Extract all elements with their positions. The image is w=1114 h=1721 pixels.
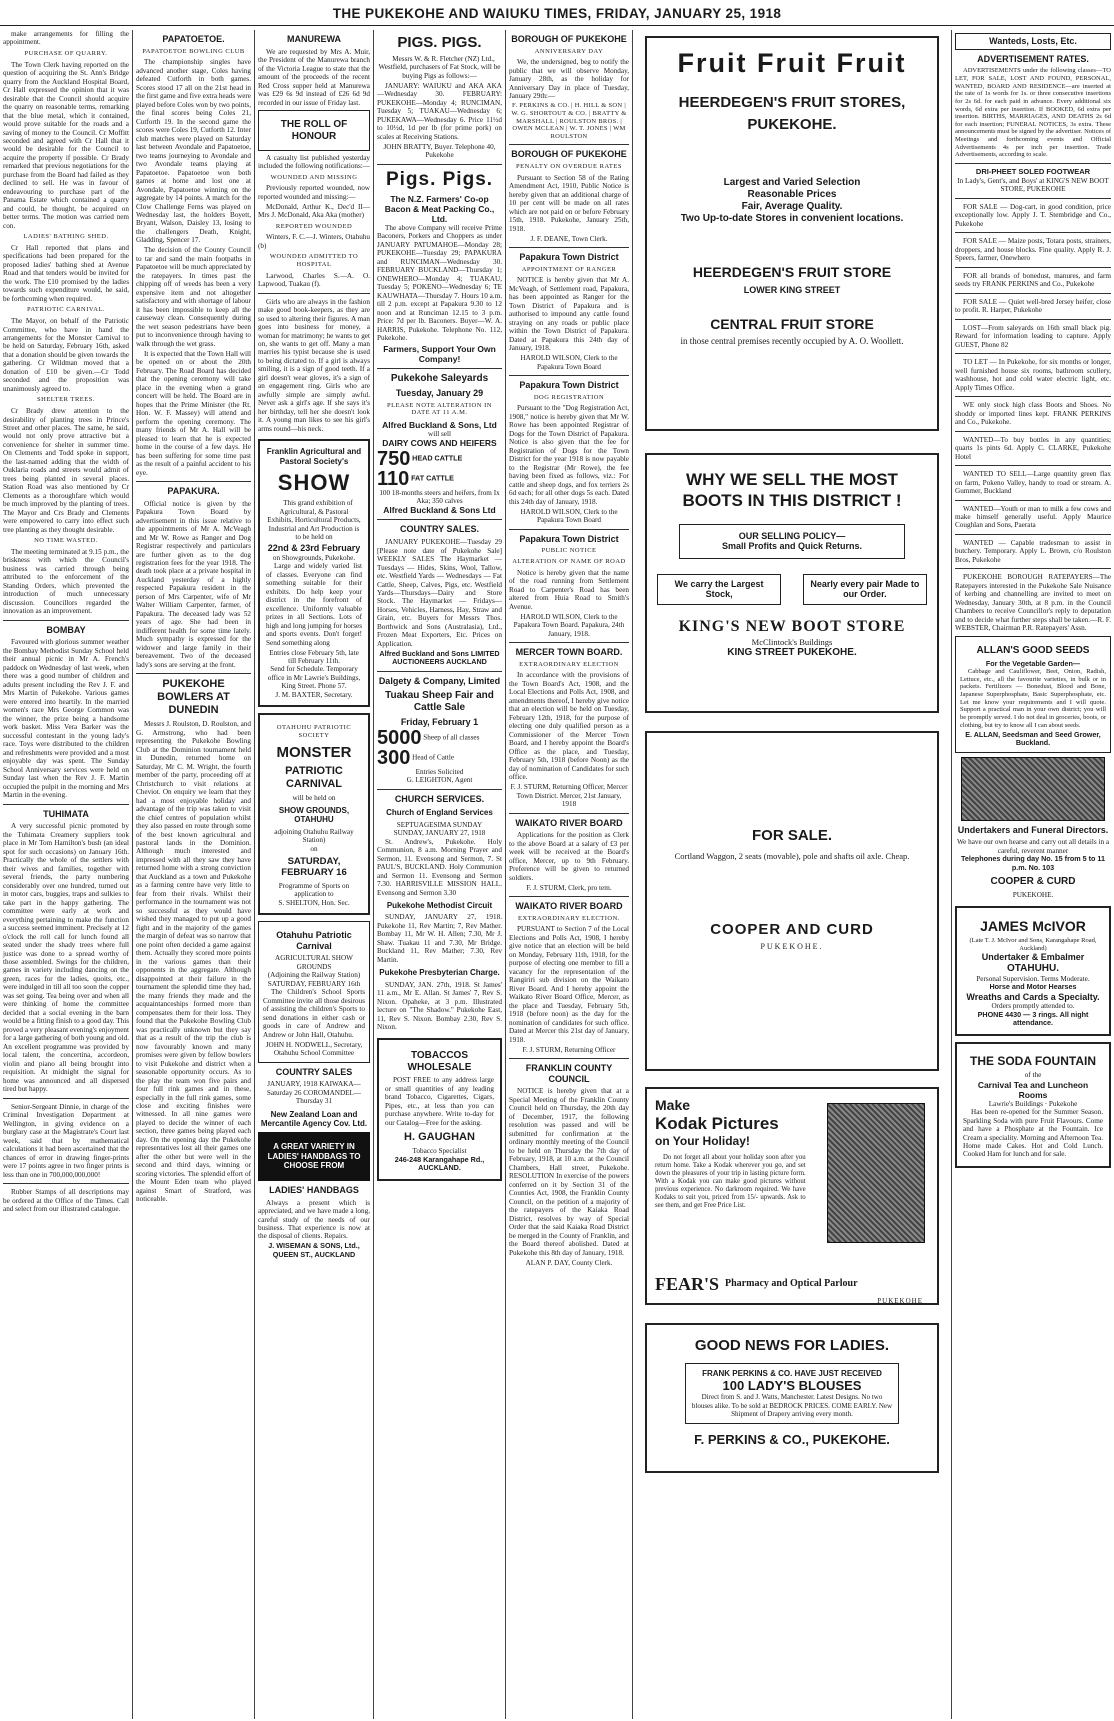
kodak-footer (655, 1274, 929, 1295)
for-sale-body: Cortland Waggon, 2 seats (movable), pole and shafts oil axle. Cheap. (674, 850, 910, 861)
dog-body: Pursuant to the "Dog Registration Act, 1908," notice is hereby given that Mr W. Rowe has been appointed Registrar of Dogs for the Town District of Papakura. Notice is also given that the fee for Registration of Dogs for the Town District for the year 1918 is now payable to the Registrar (Mr Rowe), the fee having been fixed as follows, viz.: For cattle and sheep dogs, and fox terriers 2s 6d each; for all other dogs 5s each. Dated this 24th day of January, 1918. (509, 404, 629, 506)
ladies-body: Direct from S. and J. Watts, Manchester. Latest Designs. No two blouses alike. To be sold at BEDROCK PRICES. COME EARLY. New Shipment of Drapery arriving every month. (691, 1393, 893, 1418)
column-2 (133, 30, 255, 1719)
road-heading: Papakura Town District (519, 533, 619, 544)
methodist-body: SUNDAY, JANUARY 27, 1918. Pukekohe 11, Rev Martin; 7, Rev Mather. Bombay 11, Mr W. H. Allen; 7.30, Mr J. Shaw. Tuakau 11 and 7.30, Mr Bridge. Buckland 11, Rev Mather; 7.30, Rev Martin. (377, 913, 502, 964)
masthead-title: THE PUKEKOHE AND WAIUKU TIMES, FRIDAY, JANUARY 25, 1918 (332, 6, 782, 21)
pigs2-body: The above Company will receive Prime Baconers, Porkers and Choppers as under JANUARY PATUMAHOE—Monday 28; PUKEKOHE—Tuesday 29; PAPAKURA and RUNCIMAN—Wednesday 30. FEBRUARY BUCKLAND—Thursday 1; ONEWHERO—Monday 4; TUAKAU, Tuesday 5; POKENO—Wednesday 6; TE KAUWHATA—Thursday 7. Hours 10 a.m. till 2 p.m. except at Papakura 9.30 to 12 noon and at Runciman 12.15 to 3 p.m. Price: 7d per lb. Baconers. Buyer—W. A. HARRIS, Pukekohe. Telephone No. 112, Pukekohe. (377, 223, 502, 343)
kodak-make: Make (655, 1097, 691, 1113)
waikato2-signature: F. J. STURM, Returning Officer (522, 1045, 616, 1054)
for-sale-advert (645, 731, 939, 1071)
classified-8: WANTED—To buy bottles in any quantities; quarts 1s pints 6d. Apply C. CLARKE, Pukekohe Hotel (955, 435, 1111, 461)
article-dunedin: Messrs J. Roulston, D. Roulston, and G. Armstrong, who had been representing the Pukekohe Bowling Club at the Dominion tournament held in Dunedin, returned home on Saturday, Mr C. M. Wright, the fourth member of the party, proceeding off at Christchurch to visit relations at Cheviot. On enquiry we learn that they had a most enjoyable holiday and advantage of the trip was taken to visit the chief centres of population whilst they also passed en route through some of the best known agricultural and pastoral lands in the Dominion. Although much interested and impressed with all they saw they have returned home with a strong conviction that Auckland as a town and Pukekohe as a farming centre have very little to fear from their rivals. Whilst their performance in the tournament was not so successful as they would have wished they managed to put up a good fight and in the majority of the games the margin of defeat was so narrow that one point often decided a game against them. Actually they scored more points in the various games than their opponents in the aggregate. Although disappointed at their failure in the tournament the splendid time they had, the many friends they made and the acquaintanceships formed more than compensates them for their loss. They found that the Pukekohe Bowling Club was practically unknown but they say that as a result of the trip the club is now favourably known and many promises were given by fellow bowlers to visit Pukekohe and district when a seasonable opportunity occurs. As to the play the team won five pairs and four full rink games and in these, especially in the full rink games, some close and exciting finishes were witnessed. In all nine games were played to decide the winner of each section, three games being played each day. On the opening day the Pukekohe representatives lost all their games one after the other but were well in the second and third days, winning or scoring victories. The splendid effort of the Mount Eden team who played against Smart of Stratford, was noticeable. (136, 720, 251, 1204)
pigs-heading: PIGS. PIGS. (397, 34, 482, 51)
saleyards-heading: Pukekohe Saleyards (390, 373, 489, 385)
article-footpaths: The decision of the County Council to tar and sand the main footpaths in Papatoetoe will be much appreciated by the ratepayers. In times past the chipping off of weeds has been a very expensive item and not altogether satisfactory and with shortage of labour it has been impossible to keep all the causeway clean. Consequently during the wet season pedestrians have been put to inconvenience through having to walk through the wet grass. (136, 246, 251, 348)
church-heading: CHURCH SERVICES. (394, 793, 485, 804)
pigs-dates: JANUARY: WAIUKU and AKA AKA—Wednesday 30. FEBRUARY: PUKEKOHE—Monday 4; RUNCIMAN, Tuesday 5; TUAKAU—Wednesday 6; PUKEKAWA—Wednesday 6. Price 11½d to 10½d, 1d per lb (for prime pork) on scales at Receiving Stations. (377, 81, 502, 141)
roll-name-2: Winters, F. C.—J. Winters, Otahuhu (b) (258, 233, 370, 250)
ladies-heading: GOOD NEWS FOR LADIES. (694, 1337, 890, 1354)
heading-manurewa: MANUREWA (287, 34, 341, 44)
article-patriotic: The Mayor, on behalf of the Patriotic Committee, who have in hand the arrangements for the Monster Carnival to be held on Saturday, February 16th, asked that a donation should be given towards the gathering. Cr Wildman moved that a donation of £10 be given.—Cr Todd seconded and the proposition was unanimously agreed to. (3, 317, 129, 393)
dalgety-heading: Dalgety & Company, Limited (378, 675, 501, 686)
carnival-title: PATRIOTIC CARNIVAL (285, 765, 343, 791)
fruit-town: PUKEKOHE. (747, 115, 837, 133)
mcivor-heading: JAMES McIVOR (980, 917, 1086, 934)
fruit-line-2: Reasonable Prices (747, 189, 837, 201)
fruit-line-1: Largest and Varied Selection (723, 177, 861, 189)
seeds-body: Cabbage and Cauliflower, Beet, Onion, Radish, Lettuce, etc., all the favourite varieties, in bulk or in packets. Fertilizers — Bonedust, Blood and Bone, Japanese Superphosphate, Basic Superphosphate, etc. Let me know your requirements and I will quote. Support a practical man in your own district; you will be promptly served. I do not deal in groceries, boots, or clothing, but try to know all I can about seeds. (960, 668, 1106, 729)
subhead-quarry: PURCHASE OF QUARRY. (24, 49, 108, 57)
carnival2-signature: JOHN H. NODWELL, Secretary, Otahuhu School Committee (265, 1040, 363, 1058)
carnival-on: on (310, 844, 318, 853)
soda-advert (955, 1042, 1111, 1169)
kodak-advert (645, 1087, 939, 1305)
boots-right-box (803, 574, 927, 605)
saleyards-line-1 (377, 449, 502, 469)
carnival-grounds: SHOW GROUNDS, OTAHUHU (278, 805, 350, 825)
show-schedule: Send for Schedule. Temporary office in Mr Lawrie's Buildings, King Street. Phone 57. (267, 665, 361, 691)
article-bowling: The championship singles have advanced another stage, Coles having defeated Cutforth in both games. Scores stood 17 all on the 21st head in the first game and five extra heads were played before Coles won by two points, the final scores being Coles 21, Cutforth 19. In the second game the scores were Coles 19, Cutforth 12. Inter club matches were played on Saturday last between Avondale and Papatoetoe, two teams journeying to Avondale and two Avondale teams playing at Papatoetoe. Papatoetoe won both games at home and lost one at Avondale, Papatoetoe winning on the aggregate by 14 points. A match for the Clow Challenge Ferns was played on Wednesday last, the holders Boyett, Bryant, Walson, Daisley 13, losing to the challengers Death, Knight, Gladding, Spencer 17. (136, 58, 251, 245)
franklin-signature: ALAN P. DAY, County Clerk. (525, 1258, 613, 1267)
country-sales-body: JANUARY, 1918 KAIWAKA—Saturday 26 COROMANDEL—Thursday 31 (266, 1080, 362, 1106)
kodak-holiday: on Your Holiday! (655, 1133, 750, 1148)
wanteds-title: Wanteds, Losts, Etc. (989, 36, 1077, 46)
ladies-advert (645, 1323, 939, 1473)
article-shelter: Cr Brady drew attention to the desirability of planting trees in Prince's Street and other places. The same, he said, would not only prove attractive but a convenience for shelter in summer time. On Clements and Todd spoke in support, the last-named adding that the width of Ouklaria roads and streets would admit of trees being planted in several places. Station Road was also mentioned by Cr Clements as a thoroughfare which would be much improved by the planting of trees. The Mayor and Crs Brady and Clements were empowered to carry into effect such tree planting as they thought desirable. (3, 407, 129, 534)
undertakers-body: We have our own hearse and carry out all details in a careful, reverent manner (956, 838, 1110, 855)
seeds-sub: For the Vegetable Garden— (985, 658, 1081, 668)
seeds-advert (955, 636, 1111, 753)
dalgety-count-2: 300 (377, 746, 411, 769)
article-town-hall: It is expected that the Town Hall will be opened on or about the 20th February. The Road Board has decided that the opening ceremony will take place in the evening when a grand concert will be held. The Board are in hopes that the Prime Minister (the Rt. Hon. W. F. Massey) will attend and perform the opening ceremony. The many friends of Mr A. Hall will be pleased to learn that he is expected home in the course of a few days. He has been suffering for some time past as the result of a painful accident to his eye. (136, 349, 251, 477)
kodak-title: Kodak Pictures (655, 1113, 779, 1133)
fruit-line-4: Two Up-to-date Stores in convenient locations. (680, 212, 904, 224)
classified-2: FOR SALE — Maize posts, Totara posts, strainers, droppers, and house blocks. Fine quality. Apply R. J. Speers, farmer, Onewhero (955, 237, 1111, 263)
mcivor-phone: PHONE 4430 — 3 rings. All night attendance. (977, 1009, 1089, 1028)
farmers-tagline: Farmers, Support Your Own Company! (383, 344, 496, 365)
mcivor-town: OTAHUHU. (1006, 963, 1060, 975)
carnival-programme: Programme of Sports on application to (278, 881, 350, 899)
nz-loan-heading: New Zealand Loan and Mercantile Agency Cov. Ltd. (260, 1109, 368, 1129)
heading-papakura: PAPAKURA. (167, 486, 220, 496)
mcivor-sub: (Late T. J. McIvor and Sons, Karangahape Road, Auckland) (969, 937, 1097, 952)
ranger-heading: Papakura Town District (519, 252, 619, 263)
presbyterian-heading: Pukekohe Presbyterian Charge. (379, 968, 500, 978)
tobacco-firm: H. GAUGHAN (404, 1131, 475, 1144)
road-signature: HAROLD WILSON, Clerk to the Papakura Town Board. Papakura, 24th January, 1918. (513, 612, 625, 638)
ratepayers-notice: PUKEKOHE BOROUGH RATEPAYERS—The Ratepayers interested in the Pukekohe Sale Nuisance of kerbing and channelling are invited to meet on Wednesday, January 30th, at 8 p.m. in the Council Chambers to receive Councillor's reply to deputation and to decide what further steps shall be taken.—R. F. WEBSTER, Chairman P.R. Ratepayers' Assn. (955, 573, 1111, 633)
carnival-adjoining: adjoining Otahuhu Railway Station) (274, 827, 354, 845)
classified-6: TO LET — In Pukekohe, for six months or longer, well furnished house six rooms, bathroom scullery, washhouse, hot and cold water electric light, etc. Apply Times Office. (955, 358, 1111, 392)
tobacco-body: POST FREE to any address large or small quantities of any leading brand Tobacco, Cigarettes, Cigars, Pipes, etc., at less than you can purchase anywhere. Write to-day for our Catalog—Free for the asking. (385, 1076, 494, 1127)
mercer-sub: EXTRAORDINARY ELECTION (519, 660, 619, 668)
handbags-heading: LADIES' HANDBAGS (269, 1184, 359, 1195)
boots-heading: WHY WE SELL THE MOST BOOTS IN THIS DISTRICT ! (682, 470, 902, 511)
dog-sub: DOG REGISTRATION (533, 393, 605, 401)
pigs2-firm: The N.Z. Farmers' Co-op Bacon & Meat Packing Co., Ltd. (384, 193, 495, 224)
handbags-banner: A GREAT VARIETY IN LADIES' HANDBAGS TO CHOOSE FROM (267, 1142, 361, 1171)
tobacco-advert (377, 1038, 502, 1181)
subhead-baths: LADIES' BATHING SHED. (23, 233, 109, 241)
carnival2-heading: Otahuhu Patriotic Carnival (276, 930, 352, 951)
article-papakura: Official notice is given by the Papakura Town Board by advertisement in this issue relative to the appointments of Mr A. McVeagh and Mr W. Rowe as Ranger and Dog Registrar respectively and particulars are further given as to the dog registration fees for the year 1918. The death took place at a private hospital in Auckland yesterday of a highly respected Papakura resident in the person of Mrs Carpenter, wife of Mr Walter William Carpenter, farmer, of Papakura. The deceased lady was 52 years of age. She had been in indifferent health for some time lately. Much sympathy is expressed for the widower and large family in their bereavement. Two of the deceased lady's sons are serving at the front. (136, 499, 251, 669)
ranger-body: NOTICE is hereby given that Mr A. McVeagh, of Settlement road, Papakura, has been appointed as Ranger for the Town District of Papakura and is authorised to impound any cattle found straying on any roads or public place within the Town District of Papakura. Dated at Papakura this 24th day of January, 1918. (509, 276, 629, 353)
boots-address: KING STREET PUKEKOHE. (727, 646, 857, 658)
kodak-firm-2: Pharmacy and Optical Parlour (725, 1278, 858, 1290)
country-sales-body-2: JANUARY PUKEKOHE—Tuesday 29 [Please note date of Pukekohe Sale] WEEKLY SALES The Haymarket — Tuesdays — Hides, Skins, Wool, Tallow, etc. Westfield Yards — Wednesdays — Fat Cattle, Sheep, Calves, Pigs, etc. Westfield Yards—Thursdays—Dairy and Store Stock. The Haymarket — Fridays—Horses, Vehicles, Harness, Hay, Straw and Grain, etc. Buyers for Messrs Thos. Borthwick and Sons (Australasia), Ltd., Frozen Meat Exporters, Etc. Prices on Application. (377, 538, 502, 648)
roll-heading: THE ROLL OF HONOUR (280, 119, 348, 142)
waikato-signature: F. J. STURM, Clerk, pro tem. (526, 883, 612, 892)
classified-7: WE only stock high class Boots and Shoes. No shoddy or imported lines kept. FRANK PERKINS and Co., Pukekohe. (955, 401, 1111, 427)
country-sales-firm: Alfred Buckland and Sons LIMITED AUCTIONEERS AUCKLAND (379, 648, 500, 667)
article-notime: The meeting terminated at 9.15 p.m., the briskness with which the Council's business was carried through being attributed to the enforcement of the Standing Orders, which prevented the introduction of much unnecessary discussion. Councillors regarded the innovation as an improvement. (3, 547, 129, 616)
seeds-signature: E. ALLAN, Seedsman and Seed Grower, Buckland. (965, 729, 1101, 748)
saleyards-count-1: 750 (377, 447, 411, 470)
saleyards-firm-2: Alfred Buckland & Sons Ltd (383, 505, 496, 516)
mcivor-horse: Horse and Motor Hearses (989, 982, 1077, 992)
carnival-signature: S. SHELTON, Hon. Sec. (278, 898, 350, 907)
penalty-heading: BOROUGH OF PUKEKOHE (511, 149, 627, 160)
tobacco-address: 246-248 Karangahape Rd., AUCKLAND. (394, 1154, 485, 1173)
boots-advert (645, 453, 939, 713)
show-society: Franklin Agricultural and Pastoral Society's (266, 447, 362, 466)
dalgety-line-1 (377, 728, 502, 748)
pigs2-heading: Pigs. Pigs. (385, 168, 494, 190)
franklin-body: NOTICE is hereby given that at a Special Meeting of the Franklin County Council held on Thursday, the 20th day of December, 1917, the following resolution was passed and will be submitted for confirmation at the ordinary monthly meeting of the Council to be held on Thursday the 7th day of February, 1918, at 10 a.m. at the Council Chambers, Hall street, Pukekohe. RESOLUTION In exercise of the powers conferred on it by Section 31 of the Counties Act, 1908, the Franklin County Council, on the petition of a majority of the ratepayers of the Kaiaka Road District, resolves by way of Special Order that the said Kaiaka Road District be merged in the County of Franklin, and the Board thereof abolished. Dated at Pukekohe this 8th day of January, 1918. (509, 1087, 629, 1257)
dalgety-sub: Tuakau Sheep Fair and Cattle Sale (385, 690, 494, 714)
monster-carnival-advert (258, 713, 370, 915)
tobacco-heading: TOBACCOS WHOLESALE (407, 1049, 472, 1073)
fruit-banner: Fruit Fruit Fruit (677, 48, 907, 78)
show-where: on Showgrounds, Pukekohe. (272, 553, 356, 562)
dalgety-entries: Entries Solicited (415, 767, 464, 776)
dalgety-date: Friday, February 1 (400, 717, 479, 728)
carnival2-adjoining: (Adjoining the Railway Station) (267, 971, 361, 980)
roll-hospital: WOUNDED ADMITTED TO HOSPITAL (269, 253, 359, 268)
saleyards-label-2: FAT CATTLE (411, 473, 454, 483)
carnival2-date: SATURDAY, FEBRUARY 16th (267, 979, 361, 988)
dri-pheet-sub: In Lady's, Gent's, and Boys' at KING'S NEW BOOT STORE, PUKEKOHE (957, 176, 1109, 194)
dalgety-label-1: Sheep of all classes (423, 733, 480, 742)
article-bombay: Favoured with glorious summer weather the Bombay Methodist Sunday School held their annual picnic in Mr A. French's paddock on Wednesday of last week, when there was a good number of children and adults present including the Rev J. F. and Mrs Martin of Pukekohe. Various games were entered into heartily. In the married women's race Mrs George Common was the winner, the prize being a handsome work basket. Miss Vera Barker was the successful contestant in the young lady's race. Toys were distributed to the children and refreshments were provided and a most enjoyable day was spent. The Sunday School Anniversary services were held on Sunday last when the Rev J. F. Martin occupied the pulpit in the morning and Mrs Martin in the evening. (3, 638, 129, 800)
article-girls: Girls who are always in the fashion make good book-keepers, as they are so used to altering their figures. A man goes into business for money, a woman for matrimony; he wants to get on, she wants to get off. Many a man marries his typist because she is used to being dictated to. If a girl is always smiling, it is a sign of good teeth. If a girl doesn't wear gloves, it's a sign of an engagement ring. Girls who are awfully simple are simply awful. Never ask a girl's age. If she says it's her birthday, tell her she doesn't look it. A young man likes to see his girl's arms round—his neck. (258, 297, 370, 433)
fruit-line-3: Fair, Average Quality. (741, 200, 843, 212)
article-quarry: The Town Clerk having reported on the question of acquiring the St. Ann's Bridge quarry from the Auckland Hospital Board, Cr Hall expressed the opinion that it was desirable that the Council should acquire the quarry on reasonable terms, remarking that the blue metal, which it contained, would prove suitable for the roads and a saving of money to the Council. Cr Moffitt seconded and agreed with Cr Hall that it would be desirable for the Council to acquire the property if possible. Cr Brady remarked that previous negotiations for the purchase from the Board had failed as they declined to sell. He was in favour of endeavouring to purchase part of the Panama Estate which contained a quarry and could, he thought, be acquired on better terms. The motion was carried nem con. (3, 60, 129, 230)
soda-body: Has been re-opened for the Summer Season. Sparkling Soda with pure Fruit Flavours. Come and have a Phosphate at the Fountain. Ice Cream a speciality. Morning and Afternoon Tea. Home made Cakes. Hot and Cold Lunch. Cooked Ham for lunch and for sale. (963, 1108, 1103, 1159)
franklin-heading: FRANKLIN COUNTY COUNCIL (525, 1063, 613, 1084)
road-sub: PUBLIC NOTICE (541, 547, 597, 555)
classified-5: LOST—From saleyards on 16th small black pig. Reward for information leading to capture. Apply GUEST, Phone 82 (955, 323, 1111, 349)
saleyards-note: PLEASE NOTE ALTERATION IN DATE AT 11 A.M. (387, 401, 492, 417)
saleyards-detail: 100 18-months steers and heifers, from Ix Aka; 350 calves (379, 488, 500, 505)
mcivor-personal: Personal Supervision. Terms Moderate. (976, 974, 1090, 983)
roll-name-3: Larwood, Charles S.—A. O. Lapwood, Tuakau (f). (258, 271, 370, 289)
heading-bombay: BOMBAY (46, 624, 86, 635)
mercer-heading: MERCER TOWN BOARD. (515, 647, 623, 658)
column-4 (374, 30, 506, 1719)
dog-heading: Papakura Town District (519, 380, 619, 391)
waikato2-heading: WAIKATO RIVER BOARD (515, 901, 623, 912)
roll-previous: Previously reported wounded, now reported wounded and missing:— (258, 184, 370, 201)
undertakers-heading: Undertakers and Funeral Directors. (957, 824, 1109, 835)
classified-1: FOR SALE — Dog-cart, in good condition, price exceptionally low. Apply J. T. Stembridge and Co., Pukekohe (955, 202, 1111, 228)
roll-reported-wounded: REPORTED WOUNDED (275, 222, 353, 230)
saleyards-label-1: HEAD CATTLE (412, 453, 463, 463)
presbyterian-body: SUNDAY, JAN. 27th, 1918. St James' 11 a.m., Mr E. Allan. St James' 7, Rev S. Nixon. Opaheke, at 3 p.m. Illustrated lecture on "The Shadow." Pukekohe East, 11, Rev S. Nixon. Bombay 2.30, Rev S. Nixon. (377, 980, 502, 1032)
mcivor-wreaths: Wreaths and Cards a Specialty. (966, 991, 1100, 1002)
dalgety-line-2 (377, 748, 502, 768)
waikato-heading: WAIKATO RIVER BOARD (515, 817, 623, 828)
anniversary-body: We, the undersigned, beg to notify the public that we will observe Monday, January 28th, as the holiday for Anniversary Day in place of Tuesday, January 29th:— (509, 58, 629, 101)
pigs-signature: JOHN BRATTY, Buyer. Telephone 40, Pukekohe (383, 142, 496, 160)
roll-of-honour (258, 110, 370, 151)
carnival-society: OTAHUHU PATRIOTIC SOCIETY (276, 724, 352, 740)
tobacco-sub: Tobacco Specialist (412, 1147, 467, 1156)
boots-store: KING'S NEW BOOT STORE (678, 617, 906, 635)
saleyards-line-2 (377, 469, 502, 489)
saleyards-will-sell: will sell (428, 430, 451, 438)
heading-bowlers-dunedin: PUKEKOHE BOWLERS AT DUNEDIN (157, 678, 230, 717)
fruit-central: CENTRAL FRUIT STORE (710, 315, 874, 332)
show-date: 22nd & 23rd February (267, 543, 361, 554)
methodist-heading: Pukekohe Methodist Circuit (386, 901, 493, 911)
mcivor-advert (955, 906, 1111, 1036)
article-baths: Cr Hall reported that plans and specifications had been prepared for the proposed ladies' bathing shed at Avenue Road and that tenders would be invited for the work. The £10 promised by the ladies towards such expenditure would, he said, be forthcoming when required. (3, 243, 129, 303)
kodak-text (655, 1097, 806, 1210)
fruit-lower-king: LOWER KING STREET (743, 284, 841, 295)
notice-stamps: Rubber Stamps of all descriptions may be ordered at the Office of the Times. Call and select from our illustrated catalogue. (3, 1188, 129, 1214)
ladies-firm: FRANK PERKINS & CO. HAVE JUST RECEIVED (702, 1368, 882, 1378)
ce-date: SUNDAY, JANUARY 27, 1918 (393, 829, 486, 838)
boots-columns (657, 571, 927, 608)
article-manurewa: We are requested by Mrs A. Muir, the President of the Manurewa branch of the Victoria League to state that the amount of the proceeds of the recent Red Cross supper held at Manurewa was £29 6s 9d instead of £26 6d 9d recorded in our issue of Friday last. (258, 47, 370, 107)
ce-body: St. Andrew's, Pukekohe. Holy Communion, 8 a.m. Morning Prayer and Sermon, 11. Evensong and Sermon, 7. St PAUL'S, BUCKLAND. Holy Communion and Sermon 11. Evensong and Sermon 7.30. HARRISVILLE MISSION HALL. Evensong and Sermon 3.30 (377, 837, 502, 897)
rates-body: ADVERTISEMENTS under the following classes—TO LET, FOR SALE, LOST AND FOUND, PERSONAL, WANTED, BOARD AND RESIDENCE—are inserted at the rate of 1s words for 1s. or three consecutive insertions for 2s 6d. for each paid in advance. Every additional six words, 6d extra per insertion. If BOOKED, 6d extra per insertion. BIRTHS, MARRIAGES, AND DEATHS 2s 6d for each insertion; FUNERAL NOTICES, 3s extra. These announcements must be signed by the advertiser. Notices of Meetings and forthcoming events and Official Advertisements 4s per inch per insertion. Trade Advertisements, according to scale. (955, 67, 1111, 159)
kodak-camera-illustration (827, 1103, 925, 1243)
handbags-body: Always a present which is appreciated, and we have made a long, careful study of the needs of our business. That experience is now at the disposal of clients. Repairs. (258, 1198, 370, 1241)
for-sale-heading: FOR SALE. (751, 827, 832, 844)
carnival-monster: MONSTER (276, 743, 352, 761)
roll-name-1: McDonald, Arthur K., Dec'd II—Mrs J. McDonald, Aka Aka (mother) (258, 202, 370, 220)
boots-policy-heading: OUR SELLING POLICY— (738, 530, 846, 541)
soda-heading: THE SODA FOUNTAIN (970, 1053, 1096, 1068)
saleyards-dairy: DAIRY COWS AND HEIFERS (382, 438, 497, 449)
handbags-image (258, 1132, 370, 1180)
boots-right: Nearly every pair Made to our Order. (810, 578, 920, 600)
ce-sept: SEPTUAGESIMA SUNDAY (396, 820, 483, 829)
article-court: Senior-Sergeant Dinnie, in charge of the Criminal Investigation Department at Wellington, in giving evidence on a burglary case at the Magistrate's Court last week, said that by mathematical calculations it had been ascertained that the chances of error in drawing finger-prints were 17 points agree in two finger prints is less than one in 700,000,000,000! (3, 1102, 129, 1179)
mercer-signature: F. J. STURM, Returning Officer, Mercer Town District. Mercer, 21st January, 1918 (510, 783, 628, 809)
penalty-signature: J. F. DEANE, Town Clerk. (530, 234, 608, 243)
column-1 (0, 30, 133, 1719)
opening-text: make arrangements for filling the appointment. (3, 30, 129, 47)
mercer-body: In accordance with the provisions of the Town Board's Act, 1908, and the Local Elections and Polls Act, 1908, and amendments thereof, I hereby give notice that an election will be held on Tuesday, February 12th, 1918, for the purpose of electing one duly qualified person as a Commissioner of the Mercer Town Board, and I hereby appoint the Board's Office as the place, and Tuesday, February 5th, 1918 (before Noon) as the day of nomination of Candidates for such office. (509, 671, 629, 782)
carnival-held: will be held on (292, 794, 336, 803)
seeds-heading: ALLAN'S GOOD SEEDS (976, 644, 1090, 656)
country-sales-heading: COUNTRY SALES (275, 1066, 353, 1077)
waikato2-sub: EXTRAORDINARY ELECTION. (518, 914, 620, 922)
show-body-2: Large and widely varied list of classes. Everyone can find something suitable for their exhibits. Do help keep your district in the forefront of excellence. Uniformly valuable prizes in all Sections. Lots of high and long jumping for horses and sports events. Don't forget! Send something along (266, 562, 362, 647)
boots-policy: Small Profits and Quick Returns. (721, 541, 863, 552)
country-sales-heading-2: COUNTRY SALES. (399, 524, 479, 535)
classified-11: WANTED — Capable tradesman to assist in butchery. Temporary. Apply L. Brown, c/o Roulston Bros, Pukekohe (955, 538, 1111, 564)
fruit-central-sub: in those central premises recently occupied by A. O. Woollett. (680, 336, 904, 347)
dalgety-label-2: Head of Cattle (412, 753, 455, 762)
column-7 (952, 30, 1114, 1719)
anniversary-names: F. PERKINS & CO. | H. HILL & SON | W. G. SHORTOUT & CO. | BRATTY & MARSHALL | ROULSTON BROS. | OWEN MCLEAN | W. T. JONES | WM ROULSTON (511, 102, 627, 140)
ladies-inner-box (685, 1363, 899, 1425)
saleyards-date: Tuesday, January 29 (395, 388, 484, 399)
classified-10: WANTED—Youth or man to milk a few cows and make himself generally useful. Apply Maurice Coughlan and Sons, Paerata (955, 504, 1111, 530)
kodak-body: Do not forget all about your holiday soon after you return home. Take a Kodak wherever you go, and set down the pleasures of your trip in lasting picture form. With a Kodak you can make good pictures without previous experience. No darkroom required. We have Kodaks to suit you, priced from 15/- upwards. Ask to see them, and get Free Price List. (655, 1153, 806, 1209)
column-5 (506, 30, 633, 1719)
fruit-advert (645, 36, 939, 431)
soda-carnival: Carnival Tea and Luncheon Rooms (977, 1079, 1089, 1100)
ranger-signature: HAROLD WILSON, Clerk to the Papakura Town Board (520, 354, 618, 371)
road-sub-2: ALTERATION OF NAME OF ROAD (512, 558, 626, 566)
dog-signature: HAROLD WILSON, Clerk to the Papakura Town Board (520, 507, 618, 525)
carnival-date: SATURDAY, FEBRUARY 16 (281, 856, 347, 879)
subhead-shelter: SHELTER TREES. (37, 396, 95, 404)
rates-heading: ADVERTISEMENT RATES. (977, 53, 1089, 64)
saleyards-count-2: 110 (377, 467, 410, 490)
penalty-body: Pursuant to Section 58 of the Rating Amendment Act, 1910, Public Notice is hereby given that an additional charge of 10 per cent will be made on all rates which are not paid on or before February 15th, 1918. Pukekohe, January 25th, 1918. (509, 173, 629, 233)
fruit-store-2: HEERDEGEN'S FRUIT STORE (692, 264, 892, 281)
article-tuhimata: A very successful picnic promoted by the Tuhimata Creamery suppliers took place in Mr Tom Hamilton's bush (an ideal spot for such occasions) on January 16th. Practically the whole of the settlers with their wives and families, together with several friends, the party numbering considerably over one hundred, turned out in motor cars, buggies, traps and sulkies to take part in the happy gathering. The committee were early at work and everything pertaining to make the function a success seemed imminent. Precisely at 12 o'clock the roll call for lunch found all seated under the shady trees where full justice was done to a spread worthy of those assembled. Swings for the children, games in variety including dancing on the green, races for the ladies, quoits, etc., were indulged in till all too soon the copper was set going. Tea being over and when all were thinking of home the committee decided that a social evening in the barn would be a fitting finish to a good day. This proved a very pleasant evening's enjoyment for a large gathering of both young and old. An excellent programme was provided by local talent, the concertina, accordeon, violin and piano all being brought into requisition. At midnight the signal for home was announced and all dispersed tired but happy. (3, 822, 129, 1094)
waikato2-body: PURSUANT to Section 7 of the Local Elections and Polls Act, 1908, I hereby give notice that an election will be held on Monday, February 11th, 1918, for the purpose of electing one member to fill a vacancy for the representation of the Rangiriri sub division on the Waikato River Board. And I hereby appoint the Waikato River Board Office, Mercer, as the place and Tuesday, February 5th, 1918 (before noon) as the day for the nomination of candidates for such office. Dated at Mercer this 21st day of January, 1918. (509, 925, 629, 1044)
show-heading: SHOW (277, 470, 351, 496)
ranger-sub: APPOINTMENT OF RANGER (521, 265, 617, 273)
for-sale-town: PUKEKOHE. (760, 942, 824, 952)
boots-policy-box (679, 524, 905, 559)
undertakers-firm: COOPER & CURD (990, 876, 1076, 888)
classified-9: WANTED TO SELL—Large quantity green flax on farm, Pokeno Valley, handy to road or stream. A. Gummer, Buckland (955, 470, 1111, 496)
anniversary-heading: BOROUGH OF PUKEKOHE (511, 34, 627, 44)
carnival2-body: The Children's School Sports Committee invite all those desirous of assisting the children's Sports to send donations in either cash or goods in care of Andrew and Andrew or John Hall, Otahuhu. (263, 988, 365, 1039)
penalty-sub: PENALTY ON OVERDUE RATES (516, 163, 622, 171)
classified-4: FOR SALE — Quiet well-bred Jersey heifer, close to profit. R. Harper, Pukekohe (955, 297, 1111, 315)
pigs-firm: Messrs W. & R. Fletcher (NZ) Ltd., Westfield, purchasers of Fat Stock, will be buying Pigs as follows:— (378, 54, 501, 80)
column-3 (255, 30, 374, 1719)
undertakers-town: PUKEKOHE. (1012, 891, 1054, 900)
road-body: Notice is hereby given that the name of the road running from Settlement Road to Carpenter's Road has been altered from Huia Road to Smith's Avenue. (509, 568, 629, 611)
roll-wounded-missing: WOUNDED AND MISSING (270, 173, 358, 181)
undertakers-telephone: Telephones during day No. 15 from 5 to 11 p.m. No. 103 (960, 854, 1106, 872)
subhead-notime: NO TIME WASTED. (34, 537, 98, 545)
dalgety-count-1: 5000 (377, 726, 422, 749)
wanteds-banner (955, 33, 1111, 50)
boots-left-box (657, 574, 781, 605)
hearse-illustration (961, 757, 1105, 821)
soda-of: of the (1024, 1071, 1042, 1080)
handbags-firm: J. WISEMAN & SONS, Ltd., QUEEN ST., AUCKLAND (268, 1241, 360, 1259)
heading-papatoetoe: PAPATOETOE. (162, 34, 225, 44)
dri-pheet-heading: DRI-PHEET SOLED FOOTWEAR (975, 167, 1091, 177)
kodak-firm: FEAR'S (655, 1273, 720, 1294)
carnival2-sub: AGRICULTURAL SHOW GROUNDS (275, 954, 353, 971)
patriotic-carnival-advert (258, 921, 370, 1063)
boots-left: We carry the Largest Stock, (674, 578, 764, 600)
masthead (0, 0, 1114, 26)
anniversary-sub: ANNIVERSARY DAY (534, 47, 604, 55)
ce-heading: Church of England Services (386, 808, 493, 818)
show-body: This grand exhibition of Agricultural, & Pastoral Exhibits, Horticultural Products, Industrial and Art Production is to be held on (267, 499, 361, 542)
show-entries: Entries close February 5th, late till February 11th. (269, 648, 359, 665)
saleyards-firm: Alfred Buckland & Sons, Ltd (382, 419, 497, 430)
boots-building: McClintock's Buildings (751, 636, 833, 647)
mcivor-prompt: Orders promptly attended to. (991, 1002, 1075, 1011)
column-6 (633, 30, 952, 1719)
fruit-store-name: HEERDEGEN'S FRUIT STORES, (678, 93, 906, 111)
waikato-body: Applications for the position as Clerk to the above Board at a salary of £3 per week will be received at the Board's office, Mercer, up to 9th February. Preference will be given to returned soldiers. (509, 831, 629, 882)
soda-building: Lawrie's Buildings · Pukekohe (988, 1099, 1078, 1108)
heading-tuhimata: TUHIMATA (43, 808, 89, 819)
subhead-bowling-club: PAPATOETOE BOWLING CLUB (142, 47, 245, 55)
show-signature: J. M. BAXTER, Secretary. (275, 690, 353, 699)
for-sale-firm: COOPER AND CURD (710, 920, 874, 938)
kodak-town: PUKEKOHE (877, 1296, 923, 1305)
show-advert (258, 439, 370, 707)
classified-3: FOR all brands of bonedust, manures, and farm seeds try FRANK PERKINS and Co., Pukekohe (955, 271, 1111, 289)
subhead-patriotic: PATRIOTIC CARNIVAL. (26, 306, 106, 314)
ladies-item: 100 LADY'S BLOUSES (722, 1378, 862, 1394)
dalgety-signature: G. LEIGHTON, Agent (406, 776, 473, 785)
mcivor-title: Undertaker & Embalmer (981, 952, 1085, 963)
roll-intro: A casualty list published yesterday included the following notifications:— (258, 153, 370, 171)
ladies-signature: F. PERKINS & CO., PUKEKOHE. (694, 1432, 890, 1448)
